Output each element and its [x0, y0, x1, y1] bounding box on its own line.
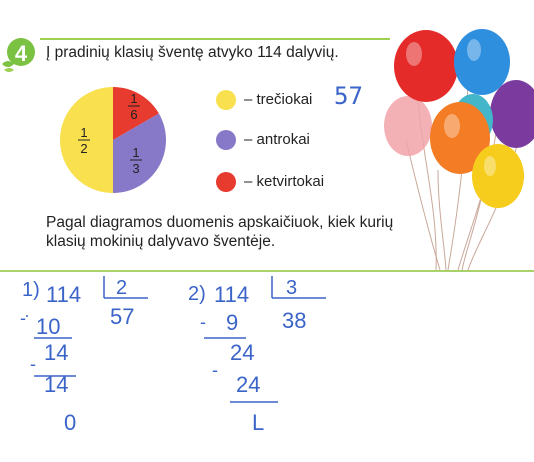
header-divider	[40, 38, 390, 40]
work2-step1: 9	[226, 310, 239, 335]
slice-label-numerator: 1	[132, 145, 140, 160]
work2-remainder: L	[252, 410, 265, 435]
work2-divisor: 3	[286, 277, 298, 299]
work1-quotient: 57	[110, 304, 135, 329]
work1-index: 1)	[22, 279, 40, 301]
legend-swatch	[216, 172, 236, 192]
work1-divisor: 2	[116, 277, 128, 299]
work2-dividend: 114	[214, 282, 250, 307]
legend-label: – antrokai	[244, 131, 310, 148]
work1-step1: 10	[36, 314, 61, 339]
legend-label: – trečiokai	[244, 91, 313, 108]
legend-label: – ketvirtokai	[244, 173, 325, 190]
work2-step3: 24	[236, 372, 261, 397]
work2-minus-2: -	[212, 360, 218, 380]
work1-remainder: 0	[64, 410, 77, 435]
question-line-1: Pagal diagramos duomenis apskaičiuok, kiek kurių	[46, 214, 394, 231]
question-line-2: klasių mokinių dalyvavo šventėje.	[46, 233, 276, 250]
handwritten-answer: 57	[334, 82, 363, 110]
long-division-2	[186, 272, 346, 462]
work2-step2: 24	[230, 340, 255, 365]
work1-step2: 14	[44, 340, 69, 365]
slice-label-denominator: 2	[80, 141, 88, 156]
long-division-1	[20, 272, 170, 462]
legend-swatch	[216, 90, 236, 110]
task-statement: Į pradinių klasių šventę atvyko 114 dalyvių.	[46, 44, 339, 61]
slice-label-numerator: 1	[80, 125, 88, 140]
work1-step3: 14	[44, 372, 69, 397]
work2-minus-1: -	[200, 312, 206, 332]
work2-quotient: 38	[282, 308, 307, 333]
task-number: 4	[14, 41, 28, 66]
slice-label-denominator: 3	[132, 161, 140, 176]
slice-label-numerator: 1	[130, 91, 138, 106]
question-text	[46, 213, 406, 251]
work2-index: 2)	[188, 283, 206, 305]
work1-dividend: 114	[46, 282, 82, 307]
legend-swatch	[216, 130, 236, 150]
work1-minus-2: -	[30, 354, 36, 374]
pie-chart	[60, 80, 172, 202]
slice-label-denominator: 6	[130, 107, 138, 122]
work1-minus-1: -	[20, 308, 26, 328]
